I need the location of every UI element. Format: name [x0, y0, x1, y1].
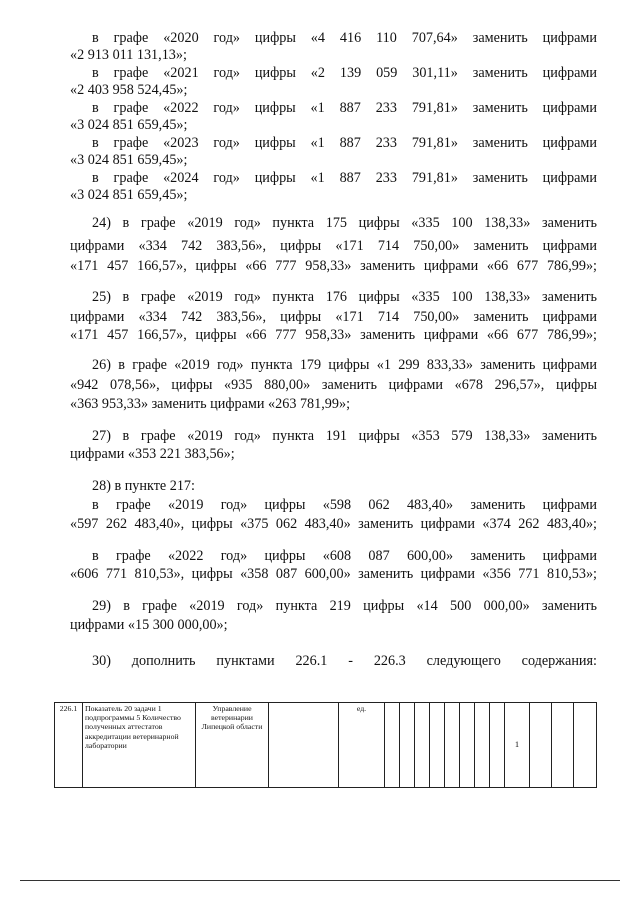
item-28-heading: 28) в пункте 217: — [92, 478, 195, 494]
table-row — [55, 703, 597, 788]
empty-cell — [552, 703, 574, 788]
text-line: «3 024 851 659,45»; — [70, 187, 188, 203]
empty-cell — [490, 703, 505, 788]
text-line: в графе «2022 год» цифры «1 887 233 791,81» заменить цифрами — [92, 100, 597, 116]
item-26-line: «363 953,33» заменить цифрами «263 781,99»; — [70, 396, 351, 412]
text-line: «2 913 011 131,13»; — [70, 47, 187, 63]
item-28-line: в графе «2019 год» цифры «598 062 483,40» заменить цифрами — [92, 497, 597, 513]
empty-cell — [269, 703, 339, 788]
text-line: в графе «2020 год» цифры «4 416 110 707,64» заменить цифрами — [92, 30, 597, 46]
text-line: «2 403 958 524,45»; — [70, 82, 188, 98]
item-24-line: 24) в графе «2019 год» пункта 175 цифры «335 100 138,33» заменить — [92, 215, 597, 231]
text-line: «3 024 851 659,45»; — [70, 152, 188, 168]
empty-cell — [445, 703, 460, 788]
row-number-cell: 226.1 — [55, 703, 83, 788]
item-25-line: 25) в графе «2019 год» пункта 176 цифры «335 100 138,33» заменить — [92, 289, 597, 305]
empty-cell — [385, 703, 400, 788]
item-24-line: цифрами «334 742 383,56», цифры «171 714 750,00» заменить цифрами — [70, 238, 597, 254]
empty-cell — [400, 703, 415, 788]
item-25-line: цифрами «334 742 383,56», цифры «171 714 750,00» заменить цифрами — [70, 309, 597, 325]
item-30-line: 30) дополнить пунктами 226.1 - 226.3 следующего содержания: — [92, 653, 597, 669]
executor-cell: Управление ветеринарии Липецкой области — [196, 703, 269, 788]
text-line: «3 024 851 659,45»; — [70, 117, 188, 133]
indicator-table — [54, 702, 597, 788]
indicator-cell: Показатель 20 задачи 1 подпрограммы 5 Количество полученных аттестатов аккредитации ветеринарной лаборатории — [83, 703, 196, 788]
item-28-line: в графе «2022 год» цифры «608 087 600,00» заменить цифрами — [92, 548, 597, 564]
text-line: в графе «2021 год» цифры «2 139 059 301,11» заменить цифрами — [92, 65, 597, 81]
item-28-line: «606 771 810,53», цифры «358 087 600,00» заменить цифрами «356 771 810,53»; — [70, 566, 597, 582]
item-25-line: «171 457 166,57», цифры «66 777 958,33» заменить цифрами «66 677 786,99»; — [70, 327, 597, 343]
empty-cell — [430, 703, 445, 788]
footer-divider — [20, 880, 620, 881]
item-28-line: «597 262 483,40», цифры «375 062 483,40» заменить цифрами «374 262 483,40»; — [70, 516, 597, 532]
empty-cell — [530, 703, 552, 788]
item-27-line: 27) в графе «2019 год» пункта 191 цифры «353 579 138,33» заменить — [92, 428, 597, 444]
text-line: в графе «2024 год» цифры «1 887 233 791,81» заменить цифрами — [92, 170, 597, 186]
item-29-line: 29) в графе «2019 год» пункта 219 цифры «14 500 000,00» заменить — [92, 598, 597, 614]
item-26-line: «942 078,56», цифры «935 880,00» заменить цифрами «678 296,57», цифры — [70, 377, 597, 393]
item-24-line: «171 457 166,57», цифры «66 777 958,33» заменить цифрами «66 677 786,99»; — [70, 258, 597, 274]
empty-cell — [475, 703, 490, 788]
empty-cell — [415, 703, 430, 788]
text-line: в графе «2023 год» цифры «1 887 233 791,81» заменить цифрами — [92, 135, 597, 151]
item-27-line: цифрами «353 221 383,56»; — [70, 446, 235, 462]
empty-cell — [460, 703, 475, 788]
value-cell: 1 — [505, 703, 530, 788]
item-29-line: цифрами «15 300 000,00»; — [70, 617, 228, 633]
unit-cell: ед. — [339, 703, 385, 788]
empty-cell — [574, 703, 597, 788]
item-26-line: 26) в графе «2019 год» пункта 179 цифры «1 299 833,33» заменить цифрами — [92, 357, 597, 373]
